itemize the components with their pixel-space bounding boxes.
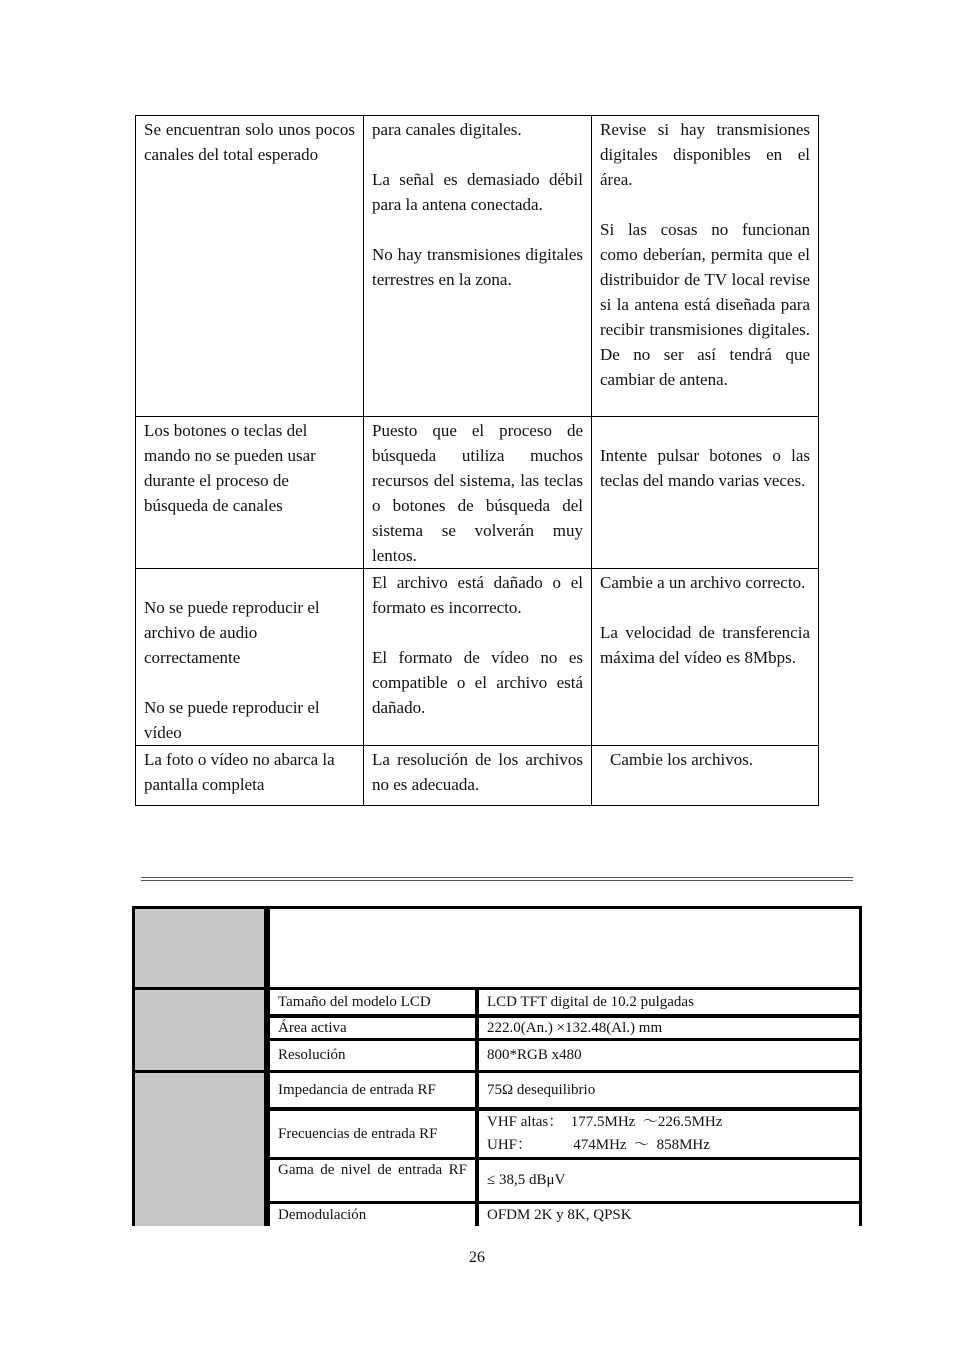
spec-value: 800*RGB x480: [479, 1041, 859, 1070]
solution-cell: [592, 746, 819, 806]
cause-cell: [364, 417, 592, 569]
separator-line: [141, 877, 853, 878]
spec-value-line: VHF altas： 177.5MHz ～226.5MHz: [487, 1114, 723, 1130]
spec-group-lcd-shade: [135, 990, 264, 1070]
problem-cell: [136, 569, 364, 746]
cause-cell: [364, 116, 592, 417]
spec-value: [479, 1111, 859, 1157]
spec-label: Gama de nivel de entrada RF: [270, 1160, 475, 1201]
solution-paragraph: Si las cosas no funcionan como deberían, permita que el distribuidor de TV local revise si la antena está diseñada para recibir transmisiones digitales. De no ser así tendrá que cambiar de antena.: [600, 220, 810, 389]
solution-cell: [592, 116, 819, 417]
cause-paragraph: Puesto que el proceso de búsqueda utiliza muchos recursos del sistema, las teclas o botones de búsqueda del sistema se volverán muy lentos.: [372, 421, 583, 565]
problem-paragraph: Se encuentran solo unos pocos canales del total esperado: [144, 120, 355, 164]
spec-label: Área activa: [270, 1018, 475, 1038]
cause-paragraph: El formato de vídeo no es compatible o el archivo está dañado.: [372, 648, 583, 717]
troubleshooting-row: [136, 116, 819, 417]
solution-paragraph: La velocidad de transferencia máxima del vídeo es 8Mbps.: [600, 623, 810, 667]
problem-paragraph: Los botones o teclas del mando no se pueden usar durante el proceso de búsqueda de canales: [144, 421, 316, 515]
spec-value: OFDM 2K y 8K, QPSK: [479, 1204, 859, 1226]
spec-label: Frecuencias de entrada RF: [270, 1111, 475, 1157]
problem-cell: [136, 116, 364, 417]
spec-label: Demodulación: [270, 1204, 475, 1226]
problem-paragraph: La foto o vídeo no abarca la pantalla completa: [144, 750, 335, 794]
problem-cell: [136, 417, 364, 569]
cause-paragraph: para canales digitales.: [372, 120, 522, 139]
spec-label: Resolución: [270, 1041, 475, 1070]
troubleshooting-row: [136, 746, 819, 806]
solution-cell: [592, 417, 819, 569]
cause-paragraph: El archivo está dañado o el formato es incorrecto.: [372, 573, 583, 617]
spec-value: 75Ω desequilibrio: [479, 1073, 859, 1107]
cause-cell: [364, 569, 592, 746]
solution-cell: [592, 569, 819, 746]
problem-paragraph: No se puede reproducir el archivo de audio correctamente: [144, 598, 320, 667]
spec-value-line: UHF： 474MHz ～ 858MHz: [487, 1137, 710, 1153]
spec-value: LCD TFT digital de 10.2 pulgadas: [479, 990, 859, 1014]
cause-paragraph: No hay transmisiones digitales terrestres en la zona.: [372, 245, 583, 289]
solution-paragraph: Cambie los archivos.: [610, 750, 754, 769]
separator-line: [141, 880, 853, 881]
spec-label: Impedancia de entrada RF: [270, 1073, 475, 1107]
troubleshooting-row: [136, 569, 819, 746]
troubleshooting-row: [136, 417, 819, 569]
spec-group-rf-shade: [135, 1073, 264, 1226]
cause-paragraph: La resolución de los archivos no es adecuada.: [372, 750, 583, 794]
troubleshooting-table: [135, 115, 819, 806]
spec-header-cell: [270, 909, 859, 987]
cause-paragraph: La señal es demasiado débil para la antena conectada.: [372, 170, 583, 214]
spec-value: 222.0(An.) ×132.48(Al.) mm: [479, 1018, 859, 1038]
solution-paragraph: Revise si hay transmisiones digitales disponibles en el área.: [600, 120, 810, 189]
solution-paragraph: Intente pulsar botones o las teclas del mando varias veces.: [600, 446, 810, 490]
spec-group-header-shade: [135, 909, 264, 987]
problem-cell: [136, 746, 364, 806]
cause-cell: [364, 746, 592, 806]
spec-label: Tamaño del modelo LCD: [270, 990, 475, 1014]
solution-paragraph: Cambie a un archivo correcto.: [600, 573, 806, 592]
spec-value: ≤ 38,5 dBμV: [479, 1160, 859, 1201]
problem-paragraph: No se puede reproducir el vídeo: [144, 698, 320, 742]
page-number: 26: [469, 1249, 485, 1266]
specifications-table: [132, 906, 862, 1226]
